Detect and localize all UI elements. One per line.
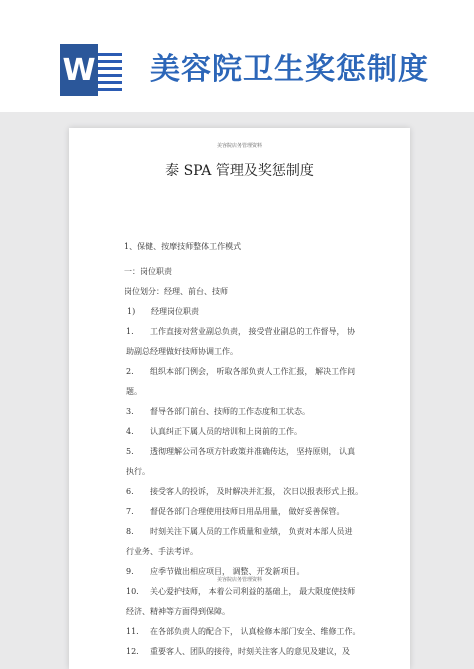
line-text: 工作直接对营业副总负责， 接受营业副总的工作督导， 协 (150, 327, 356, 336)
document-line (126, 467, 150, 477)
line-text: 重要客人、团队的接待，时刻关注客人的意见及建议，及 (150, 647, 350, 656)
line-number: 10. (126, 587, 139, 596)
line-text: 经济、精神等方面得到保障。 (126, 607, 230, 616)
line-text: 在各部负责人的配合下， 认真检修本部门安全、维修工作。 (150, 627, 361, 636)
word-badge: W (60, 44, 98, 96)
document-line (127, 307, 199, 317)
line-text: 接受客人的投诉， 及时解决并汇报， 次日以报表形式上报。 (150, 487, 364, 496)
line-number: 3. (126, 407, 134, 416)
document-line (126, 587, 355, 597)
page-header: 美容院店务管理资料 (216, 143, 262, 149)
line-number: 6. (126, 487, 134, 496)
line-text: 经理岗位职责 (151, 307, 199, 316)
line-number: 4. (126, 427, 134, 436)
document-line (126, 347, 238, 357)
document-line (126, 507, 345, 517)
page-footer: 美容院店务管理资料 (216, 577, 262, 583)
document-line (126, 367, 355, 377)
word-document-icon (60, 44, 128, 96)
line-number: 1. (126, 327, 134, 336)
line-text: 透彻理解公司各项方针政策并准确传达， 坚持原则， 认真 (150, 447, 356, 456)
line-text: 一：岗位职责 (124, 267, 172, 276)
document-line (126, 647, 350, 657)
line-number: 7. (126, 507, 134, 516)
document-line (124, 287, 228, 297)
document-line (126, 407, 310, 417)
line-number: 11. (126, 627, 139, 636)
line-text: 应季节做出相应项目， 调整、开发新项目。 (150, 567, 305, 576)
document-line (124, 242, 241, 252)
banner-title: 美容院卫生奖惩制度 (150, 52, 429, 87)
line-text: 1、保健、按摩技师整体工作模式 (124, 242, 242, 251)
document-line (126, 547, 198, 557)
line-number: 9. (126, 567, 134, 576)
document-line (126, 327, 355, 337)
line-text: 督导各部门前台、技师的工作态度和工状态。 (150, 407, 310, 416)
line-text: 督促各部门合理使用技师日用品用量， 做好妥善保管。 (150, 507, 345, 516)
document-title: 泰 SPA 管理及奖惩制度 (165, 163, 314, 179)
document-line (124, 267, 172, 277)
line-text: 执行。 (126, 467, 150, 476)
document-line (126, 607, 230, 617)
document-line (126, 447, 355, 457)
document-line (126, 427, 302, 437)
line-number: 5. (126, 447, 134, 456)
line-text: 行业务、手法考评。 (126, 547, 198, 556)
document-line (126, 627, 361, 637)
line-text: 组织本部门例会， 听取各部负责人工作汇报， 解决工作问 (150, 367, 356, 376)
line-number: 1) (127, 307, 136, 316)
banner (0, 0, 474, 112)
document-line (126, 387, 142, 397)
line-text: 助副总经理做好技师协调工作。 (126, 347, 238, 356)
line-number: 8. (126, 527, 134, 536)
document-line (126, 527, 353, 537)
line-text: 关心爱护技师， 本着公司利益的基础上， 最大限度使技师 (150, 587, 356, 596)
line-text: 认真纠正下属人员的培训和上岗前的工作。 (150, 427, 302, 436)
line-number: 2. (126, 367, 134, 376)
line-text: 题。 (126, 387, 142, 396)
line-text: 时刻关注下属人员的工作质量和业绩， 负责对本部人员进 (150, 527, 353, 536)
line-text: 岗位划分：经理、前台、技师 (124, 287, 228, 296)
document-line (126, 487, 363, 497)
line-number: 12. (126, 647, 139, 656)
document-page (69, 128, 410, 669)
